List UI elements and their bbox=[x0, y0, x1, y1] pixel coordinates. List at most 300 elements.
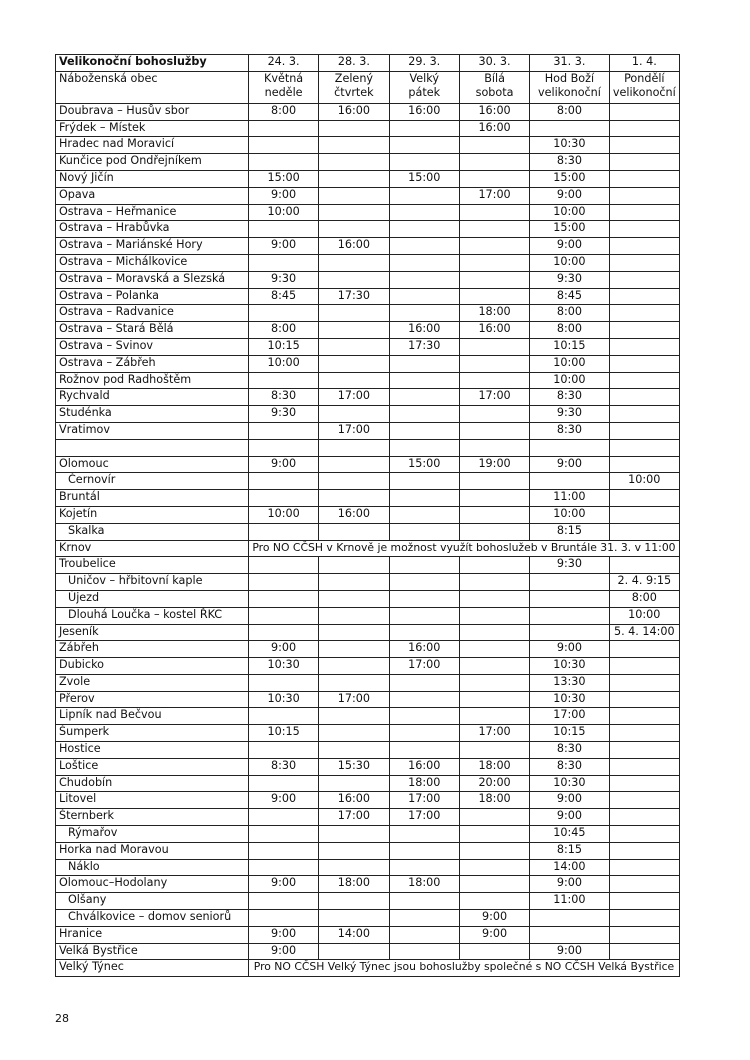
parish-name: Frýdek – Místek bbox=[56, 120, 249, 137]
time-cell bbox=[248, 305, 318, 322]
time-cell bbox=[248, 775, 318, 792]
time-cell: 9:00 bbox=[530, 876, 609, 893]
time-cell bbox=[609, 674, 679, 691]
time-cell bbox=[248, 473, 318, 490]
time-cell: 16:00 bbox=[389, 322, 459, 339]
time-cell: 9:30 bbox=[530, 557, 609, 574]
time-cell: 10:15 bbox=[248, 725, 318, 742]
table-row bbox=[56, 926, 680, 943]
day-name: Květná bbox=[263, 71, 304, 85]
date-header: 31. 3. bbox=[530, 55, 609, 72]
time-cell: 10:00 bbox=[530, 204, 609, 221]
parish-name: Ostrava – Polanka bbox=[56, 288, 249, 305]
table-row bbox=[56, 792, 680, 809]
time-cell: 8:15 bbox=[530, 842, 609, 859]
time-cell bbox=[609, 708, 679, 725]
time-cell: 15:00 bbox=[389, 456, 459, 473]
time-cell bbox=[319, 120, 389, 137]
table-title: Velikonoční bohoslužby bbox=[56, 55, 249, 72]
time-cell bbox=[609, 910, 679, 927]
time-cell bbox=[319, 624, 389, 641]
time-cell bbox=[248, 221, 318, 238]
parish-name: Ostrava – Moravská a Slezská bbox=[56, 271, 249, 288]
page-number: 28 bbox=[55, 1012, 69, 1025]
time-cell bbox=[459, 271, 529, 288]
time-cell bbox=[319, 893, 389, 910]
time-cell: 17:00 bbox=[459, 389, 529, 406]
time-cell bbox=[389, 910, 459, 927]
time-cell bbox=[248, 910, 318, 927]
table-row bbox=[56, 943, 680, 960]
time-cell bbox=[459, 439, 529, 456]
time-cell bbox=[459, 473, 529, 490]
date-header: 30. 3. bbox=[459, 55, 529, 72]
time-cell bbox=[459, 708, 529, 725]
time-cell: 9:30 bbox=[248, 271, 318, 288]
time-cell: 9:00 bbox=[530, 809, 609, 826]
time-cell bbox=[248, 557, 318, 574]
parish-name: Šumperk bbox=[56, 725, 249, 742]
time-cell bbox=[459, 254, 529, 271]
time-cell bbox=[609, 742, 679, 759]
time-cell: 8:00 bbox=[530, 103, 609, 120]
time-cell: 8:00 bbox=[530, 322, 609, 339]
parish-name: Nový Jičín bbox=[56, 170, 249, 187]
time-cell bbox=[248, 254, 318, 271]
parish-name: Rýmařov bbox=[56, 826, 249, 843]
time-cell bbox=[609, 406, 679, 423]
table-row bbox=[56, 910, 680, 927]
time-cell bbox=[530, 439, 609, 456]
time-cell: 16:00 bbox=[389, 758, 459, 775]
time-cell bbox=[459, 842, 529, 859]
time-cell: 18:00 bbox=[459, 305, 529, 322]
table-row bbox=[56, 641, 680, 658]
time-cell: 10:30 bbox=[530, 691, 609, 708]
time-cell bbox=[389, 557, 459, 574]
time-cell bbox=[609, 439, 679, 456]
time-cell: 9:30 bbox=[530, 271, 609, 288]
time-cell bbox=[389, 607, 459, 624]
time-cell bbox=[319, 607, 389, 624]
table-row bbox=[56, 590, 680, 607]
time-cell bbox=[609, 355, 679, 372]
parish-name: Velká Bystřice bbox=[56, 943, 249, 960]
table-row bbox=[56, 708, 680, 725]
table-row bbox=[56, 322, 680, 339]
time-cell: 17:00 bbox=[389, 658, 459, 675]
time-cell bbox=[609, 238, 679, 255]
time-cell bbox=[609, 893, 679, 910]
time-cell bbox=[609, 456, 679, 473]
day-header bbox=[319, 71, 389, 103]
time-cell bbox=[389, 221, 459, 238]
time-cell bbox=[609, 120, 679, 137]
time-cell: 8:00 bbox=[248, 322, 318, 339]
time-cell bbox=[389, 355, 459, 372]
table-row bbox=[56, 355, 680, 372]
time-cell bbox=[459, 691, 529, 708]
time-cell bbox=[609, 137, 679, 154]
note-cell: Pro NO CČSH v Krnově je možnost využít bohoslužeb v Bruntále 31. 3. v 11:00 bbox=[248, 540, 679, 557]
time-cell bbox=[389, 439, 459, 456]
time-cell: 10:00 bbox=[530, 254, 609, 271]
time-cell: 9:00 bbox=[530, 456, 609, 473]
parish-name: Újezd bbox=[56, 590, 249, 607]
time-cell bbox=[459, 826, 529, 843]
time-cell bbox=[609, 254, 679, 271]
time-cell: 9:00 bbox=[530, 943, 609, 960]
table-row bbox=[56, 338, 680, 355]
table-row bbox=[56, 120, 680, 137]
time-cell: 10:15 bbox=[248, 338, 318, 355]
header-row-days bbox=[56, 71, 680, 103]
time-cell bbox=[389, 406, 459, 423]
table-row bbox=[56, 506, 680, 523]
table-row bbox=[56, 624, 680, 641]
time-cell: 15:00 bbox=[530, 170, 609, 187]
time-cell bbox=[609, 725, 679, 742]
time-cell: 16:00 bbox=[459, 322, 529, 339]
time-cell bbox=[389, 943, 459, 960]
table-row bbox=[56, 439, 680, 456]
time-cell bbox=[459, 624, 529, 641]
time-cell: 10:30 bbox=[530, 658, 609, 675]
table-row bbox=[56, 758, 680, 775]
time-cell bbox=[459, 674, 529, 691]
time-cell bbox=[459, 607, 529, 624]
day-name: Pondělí bbox=[624, 71, 665, 85]
parish-name: Bruntál bbox=[56, 490, 249, 507]
table-row bbox=[56, 305, 680, 322]
time-cell: 9:00 bbox=[248, 187, 318, 204]
time-cell bbox=[389, 254, 459, 271]
time-cell bbox=[609, 523, 679, 540]
table-row bbox=[56, 960, 680, 977]
time-cell bbox=[389, 674, 459, 691]
time-cell bbox=[319, 338, 389, 355]
time-cell bbox=[248, 859, 318, 876]
table-row bbox=[56, 204, 680, 221]
table-row bbox=[56, 406, 680, 423]
day-name: neděle bbox=[264, 86, 303, 100]
parish-name: Uničov – hřbitovní kaple bbox=[56, 574, 249, 591]
day-header bbox=[459, 71, 529, 103]
time-cell: 10:00 bbox=[530, 372, 609, 389]
parish-name: Přerov bbox=[56, 691, 249, 708]
time-cell bbox=[459, 221, 529, 238]
time-cell: 18:00 bbox=[389, 775, 459, 792]
table-row bbox=[56, 674, 680, 691]
table-row bbox=[56, 725, 680, 742]
time-cell bbox=[530, 607, 609, 624]
day-name: sobota bbox=[475, 86, 514, 100]
time-cell: 10:30 bbox=[248, 658, 318, 675]
time-cell bbox=[609, 691, 679, 708]
time-cell bbox=[389, 893, 459, 910]
time-cell: 10:00 bbox=[530, 506, 609, 523]
time-cell bbox=[609, 792, 679, 809]
time-cell bbox=[389, 842, 459, 859]
time-cell bbox=[319, 641, 389, 658]
time-cell bbox=[319, 187, 389, 204]
date-header: 1. 4. bbox=[609, 55, 679, 72]
time-cell bbox=[319, 473, 389, 490]
time-cell bbox=[609, 338, 679, 355]
day-name: velikonoční bbox=[537, 86, 601, 100]
time-cell bbox=[609, 170, 679, 187]
time-cell: 8:00 bbox=[248, 103, 318, 120]
time-cell bbox=[389, 372, 459, 389]
time-cell bbox=[389, 389, 459, 406]
time-cell bbox=[319, 574, 389, 591]
day-name: čtvrtek bbox=[334, 86, 374, 100]
parish-name: Ostrava – Hrabůvka bbox=[56, 221, 249, 238]
parish-name: Rychvald bbox=[56, 389, 249, 406]
time-cell: 17:00 bbox=[459, 725, 529, 742]
time-cell: 10:00 bbox=[530, 355, 609, 372]
parish-name: Šternberk bbox=[56, 809, 249, 826]
time-cell: 17:30 bbox=[319, 288, 389, 305]
time-cell bbox=[609, 305, 679, 322]
date-header: 28. 3. bbox=[319, 55, 389, 72]
parish-name: Rožnov pod Radhoštěm bbox=[56, 372, 249, 389]
time-cell bbox=[459, 590, 529, 607]
time-cell: 18:00 bbox=[319, 876, 389, 893]
time-cell: 10:00 bbox=[248, 506, 318, 523]
time-cell bbox=[319, 137, 389, 154]
time-cell bbox=[248, 120, 318, 137]
time-cell: 16:00 bbox=[319, 238, 389, 255]
day-name: pátek bbox=[408, 86, 441, 100]
time-cell bbox=[319, 456, 389, 473]
time-cell bbox=[319, 305, 389, 322]
time-cell bbox=[609, 926, 679, 943]
table-row bbox=[56, 221, 680, 238]
time-cell bbox=[389, 238, 459, 255]
time-cell bbox=[389, 574, 459, 591]
parish-name: Krnov bbox=[56, 540, 249, 557]
time-cell bbox=[459, 523, 529, 540]
time-cell: 15:00 bbox=[389, 170, 459, 187]
table-row bbox=[56, 389, 680, 406]
day-name: Velký bbox=[409, 71, 439, 85]
time-cell: 9:00 bbox=[530, 187, 609, 204]
time-cell: 17:30 bbox=[389, 338, 459, 355]
day-name: Zelený bbox=[334, 71, 374, 85]
time-cell: 8:30 bbox=[530, 154, 609, 171]
parish-name: Ostrava – Heřmanice bbox=[56, 204, 249, 221]
time-cell bbox=[319, 590, 389, 607]
time-cell: 9:00 bbox=[530, 641, 609, 658]
table-row bbox=[56, 103, 680, 120]
parish-name: Velký Týnec bbox=[56, 960, 249, 977]
time-cell: 9:00 bbox=[248, 456, 318, 473]
time-cell bbox=[248, 826, 318, 843]
time-cell bbox=[459, 137, 529, 154]
day-name: Hod Boží bbox=[544, 71, 595, 85]
time-cell bbox=[459, 238, 529, 255]
time-cell: 8:30 bbox=[530, 758, 609, 775]
time-cell bbox=[248, 607, 318, 624]
time-cell bbox=[459, 506, 529, 523]
time-cell bbox=[248, 590, 318, 607]
time-cell bbox=[389, 288, 459, 305]
table-row bbox=[56, 238, 680, 255]
table-row bbox=[56, 456, 680, 473]
time-cell: 10:30 bbox=[530, 775, 609, 792]
parish-name: Lipník nad Bečvou bbox=[56, 708, 249, 725]
time-cell bbox=[389, 624, 459, 641]
time-cell bbox=[530, 910, 609, 927]
time-cell: 10:15 bbox=[530, 338, 609, 355]
parish-name: Dubicko bbox=[56, 658, 249, 675]
time-cell: 17:00 bbox=[319, 691, 389, 708]
time-cell bbox=[319, 859, 389, 876]
table-row bbox=[56, 742, 680, 759]
time-cell bbox=[459, 355, 529, 372]
parish-name: Loštice bbox=[56, 758, 249, 775]
time-cell bbox=[248, 154, 318, 171]
time-cell: 9:30 bbox=[248, 406, 318, 423]
time-cell bbox=[389, 154, 459, 171]
time-cell bbox=[319, 254, 389, 271]
time-cell: 9:00 bbox=[248, 943, 318, 960]
time-cell bbox=[389, 422, 459, 439]
table-row bbox=[56, 826, 680, 843]
time-cell: 16:00 bbox=[319, 506, 389, 523]
time-cell: 17:00 bbox=[459, 187, 529, 204]
time-cell bbox=[319, 204, 389, 221]
header-row-dates bbox=[56, 55, 680, 72]
table-row bbox=[56, 775, 680, 792]
time-cell bbox=[609, 389, 679, 406]
parish-name: Skalka bbox=[56, 523, 249, 540]
time-cell bbox=[609, 506, 679, 523]
easter-services-table bbox=[55, 54, 680, 977]
parish-name: Doubrava – Husův sbor bbox=[56, 103, 249, 120]
time-cell: 18:00 bbox=[459, 758, 529, 775]
time-cell: 10:00 bbox=[248, 204, 318, 221]
time-cell bbox=[248, 439, 318, 456]
parish-name: Horka nad Moravou bbox=[56, 842, 249, 859]
time-cell bbox=[248, 574, 318, 591]
day-header bbox=[389, 71, 459, 103]
time-cell bbox=[319, 826, 389, 843]
parish-name: Olomouc bbox=[56, 456, 249, 473]
table-row bbox=[56, 170, 680, 187]
table-row bbox=[56, 422, 680, 439]
time-cell: 19:00 bbox=[459, 456, 529, 473]
time-cell bbox=[459, 288, 529, 305]
time-cell bbox=[319, 775, 389, 792]
time-cell bbox=[248, 674, 318, 691]
table-row bbox=[56, 288, 680, 305]
time-cell: 8:00 bbox=[609, 590, 679, 607]
time-cell bbox=[459, 876, 529, 893]
parish-name: Vratimov bbox=[56, 422, 249, 439]
time-cell: 14:00 bbox=[319, 926, 389, 943]
date-header: 24. 3. bbox=[248, 55, 318, 72]
table-row bbox=[56, 859, 680, 876]
table-row bbox=[56, 540, 680, 557]
time-cell: 8:45 bbox=[530, 288, 609, 305]
parish-name: Černovír bbox=[56, 473, 249, 490]
parish-name: Hostice bbox=[56, 742, 249, 759]
time-cell bbox=[319, 910, 389, 927]
parish-name: Ostrava – Svinov bbox=[56, 338, 249, 355]
time-cell bbox=[389, 590, 459, 607]
time-cell bbox=[389, 691, 459, 708]
parish-name: Troubelice bbox=[56, 557, 249, 574]
time-cell bbox=[459, 658, 529, 675]
time-cell bbox=[319, 271, 389, 288]
time-cell bbox=[609, 490, 679, 507]
time-cell bbox=[319, 674, 389, 691]
time-cell bbox=[459, 490, 529, 507]
time-cell bbox=[459, 742, 529, 759]
parish-name: Chválkovice – domov seniorů bbox=[56, 910, 249, 927]
time-cell bbox=[248, 842, 318, 859]
time-cell: 8:30 bbox=[248, 389, 318, 406]
time-cell: 10:00 bbox=[248, 355, 318, 372]
time-cell bbox=[389, 708, 459, 725]
time-cell bbox=[319, 355, 389, 372]
time-cell bbox=[609, 288, 679, 305]
time-cell: 9:00 bbox=[248, 926, 318, 943]
time-cell bbox=[248, 809, 318, 826]
time-cell bbox=[319, 523, 389, 540]
time-cell bbox=[319, 372, 389, 389]
parish-name: Studénka bbox=[56, 406, 249, 423]
time-cell bbox=[389, 506, 459, 523]
time-cell: 16:00 bbox=[319, 792, 389, 809]
time-cell bbox=[248, 490, 318, 507]
time-cell bbox=[319, 406, 389, 423]
time-cell bbox=[319, 322, 389, 339]
table-row bbox=[56, 154, 680, 171]
time-cell: 16:00 bbox=[319, 103, 389, 120]
time-cell bbox=[459, 893, 529, 910]
time-cell: 10:30 bbox=[530, 137, 609, 154]
table-row bbox=[56, 523, 680, 540]
time-cell: 14:00 bbox=[530, 859, 609, 876]
parish-name: Hranice bbox=[56, 926, 249, 943]
parish-name: Dlouhá Loučka – kostel ŘKC bbox=[56, 607, 249, 624]
time-cell bbox=[459, 338, 529, 355]
time-cell bbox=[319, 658, 389, 675]
time-cell: 17:00 bbox=[319, 422, 389, 439]
time-cell bbox=[609, 557, 679, 574]
time-cell bbox=[459, 170, 529, 187]
note-cell: Pro NO CČSH Velký Týnec jsou bohoslužby společné s NO CČSH Velká Bystřice bbox=[248, 960, 679, 977]
time-cell: 10:00 bbox=[609, 473, 679, 490]
day-name: Bílá bbox=[484, 71, 505, 85]
time-cell: 10:30 bbox=[248, 691, 318, 708]
parish-name: Ostrava – Zábřeh bbox=[56, 355, 249, 372]
time-cell bbox=[609, 826, 679, 843]
table-row bbox=[56, 607, 680, 624]
time-cell: 16:00 bbox=[459, 103, 529, 120]
time-cell: 8:30 bbox=[530, 422, 609, 439]
parish-name: Kunčice pod Ondřejníkem bbox=[56, 154, 249, 171]
time-cell bbox=[459, 406, 529, 423]
time-cell: 5. 4. 14:00 bbox=[609, 624, 679, 641]
time-cell: 9:00 bbox=[248, 641, 318, 658]
time-cell bbox=[609, 641, 679, 658]
time-cell bbox=[459, 809, 529, 826]
time-cell bbox=[459, 557, 529, 574]
